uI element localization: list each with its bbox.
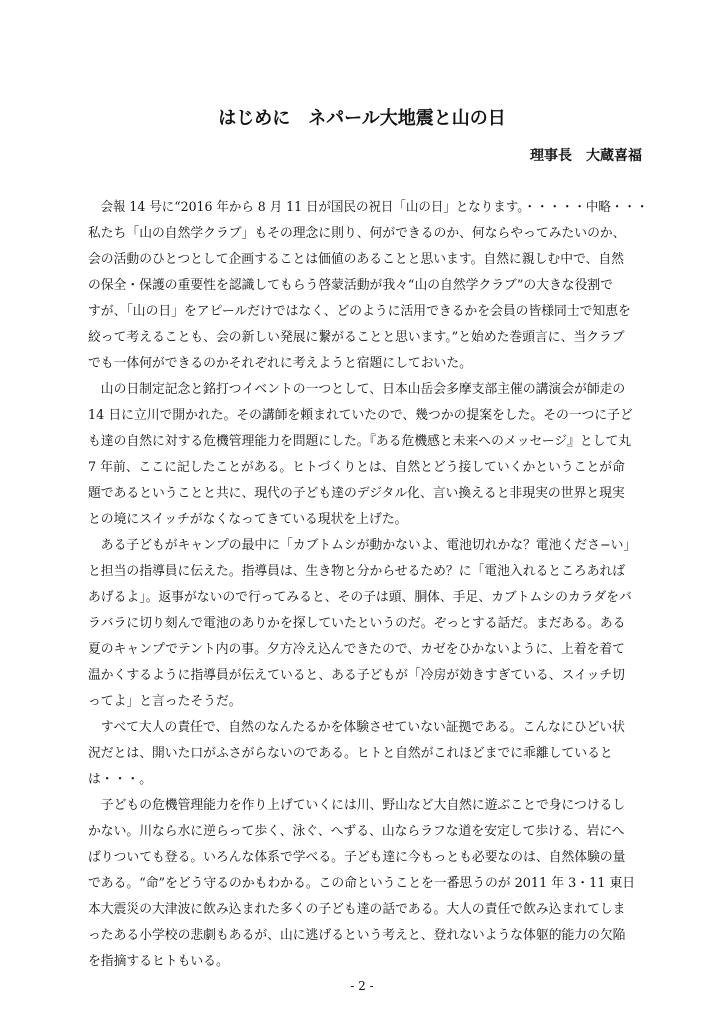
text-line: でも一体何ができるのかそれぞれに考えようと宿題にしておいた。 — [88, 356, 472, 371]
text-line: 温かくするように指導員が伝えていると、ある子どもが「冷房が効きすぎている、スイッチ切 — [88, 668, 625, 683]
text-line: ラバラに切り刻んで電池のありかを探していたというのだ。ぞっとする話だ。まだある。ある — [88, 616, 626, 631]
text-line: 会報 14 号に“2016 年から 8 月 11 日が国民の祝日「山の日」となります。・・・・・中略・・・ — [88, 200, 649, 215]
text-line: 題であるということと共に、現代の子ども達のデジタル化、言い換えると非現実の世界と現実 — [88, 486, 625, 501]
text-line: の保全・保護の重要性を認識してもらう啓蒙活動が我々“山の自然学クラブ”の大きな役割で — [88, 278, 613, 293]
text-line: あげるよ」。返事がないので行ってみると、その子は頭、胴体、手足、カブトムシのカラダをバ — [88, 590, 632, 605]
text-line: すべて大人の責任で、自然のなんたるかを体験させていない証拠である。こんなにひどい状 — [88, 720, 625, 735]
body-text — [88, 195, 648, 975]
text-line: 山の日制定記念と銘打つイベントの一つとして、日本山岳会多摩支部主催の講演会が師走の — [88, 382, 626, 397]
text-line: 7 年前、ここに記したことがある。ヒトづくりとは、自然とどう接していくかということが命 — [88, 460, 625, 475]
text-line: を指摘するヒトもいる。 — [88, 954, 229, 969]
text-line: 本大震災の大津波に飲み込まれた多くの子ども達の話である。大人の責任で飲み込まれてしま — [88, 902, 626, 917]
text-line: も達の自然に対する危機管理能力を問題にした。『ある危機感と未来へのメッセージ』として丸 — [88, 434, 632, 449]
text-line: 夏のキャンプでテント内の事。夕方冷え込んできたので、カゼをひかないように、上着を着て — [88, 642, 625, 657]
text-line: 絞って考えることも、会の新しい発展に繋がることと思います。”と始めた巻頭言に、当クラブ — [88, 330, 625, 345]
text-line: 会の活動のひとつとして企画することは価値のあることと思います。自然に親しむ中で、自然 — [88, 252, 624, 267]
text-line: と担当の指導員に伝えた。指導員は、生き物と分からせるため？に「電池入れるところあれば — [88, 564, 626, 579]
text-line: ある子どもがキャンプの最中に「カブトムシが動かないよ、電池切れかな？電池くださ−い」 — [88, 538, 637, 553]
text-line: ったある小学校の悲劇もあるが、山に逃げるという考えと、登れないような体躯的能力の欠陥 — [88, 928, 626, 943]
text-line: との境にスイッチがなくなってきている現状を上げた。 — [88, 512, 408, 527]
text-line: ってよ」と言ったそうだ。 — [88, 694, 242, 709]
text-line: 私たち「山の自然学クラブ」もその理念に則り、何ができるのか、何ならやってみたいのか、 — [88, 226, 626, 241]
text-line: 況だとは、開いた口がふさがらないのである。ヒトと自然がこれほどまでに乖離していると — [88, 746, 613, 761]
text-line: ばりついても登る。いろんな体系で学べる。子ども達に今もっとも必要なのは、自然体験の量 — [88, 850, 626, 865]
text-line: である。“命”をどう守るのかもわかる。この命ということを一番思うのが 2011 年 3・11 東日 — [88, 876, 636, 891]
text-line: 14 日に立川で開かれた。その講師を頼まれていたので、幾つかの提案をした。その一つに子ど — [88, 408, 633, 423]
author-name: 理事長 大蔵喜福 — [530, 148, 642, 164]
text-line: かない。川なら水に逆らって歩く、泳ぐ、へずる、山ならラフな道を安定して歩ける、岩にへ — [88, 824, 625, 839]
page-number: - 2 - — [350, 979, 374, 993]
text-line: すが、「山の日」をアピールだけではなく、どのように活用できるかを会員の皆様同士で知恵を — [88, 304, 631, 319]
text-line: 子どもの危機管理能力を作り上げていくには川、野山など大自然に遊ぶことで身につけるし — [88, 798, 626, 813]
text-line: は・・・。 — [88, 772, 152, 787]
page-title: はじめに ネパール大地震と山の日 — [218, 108, 506, 129]
